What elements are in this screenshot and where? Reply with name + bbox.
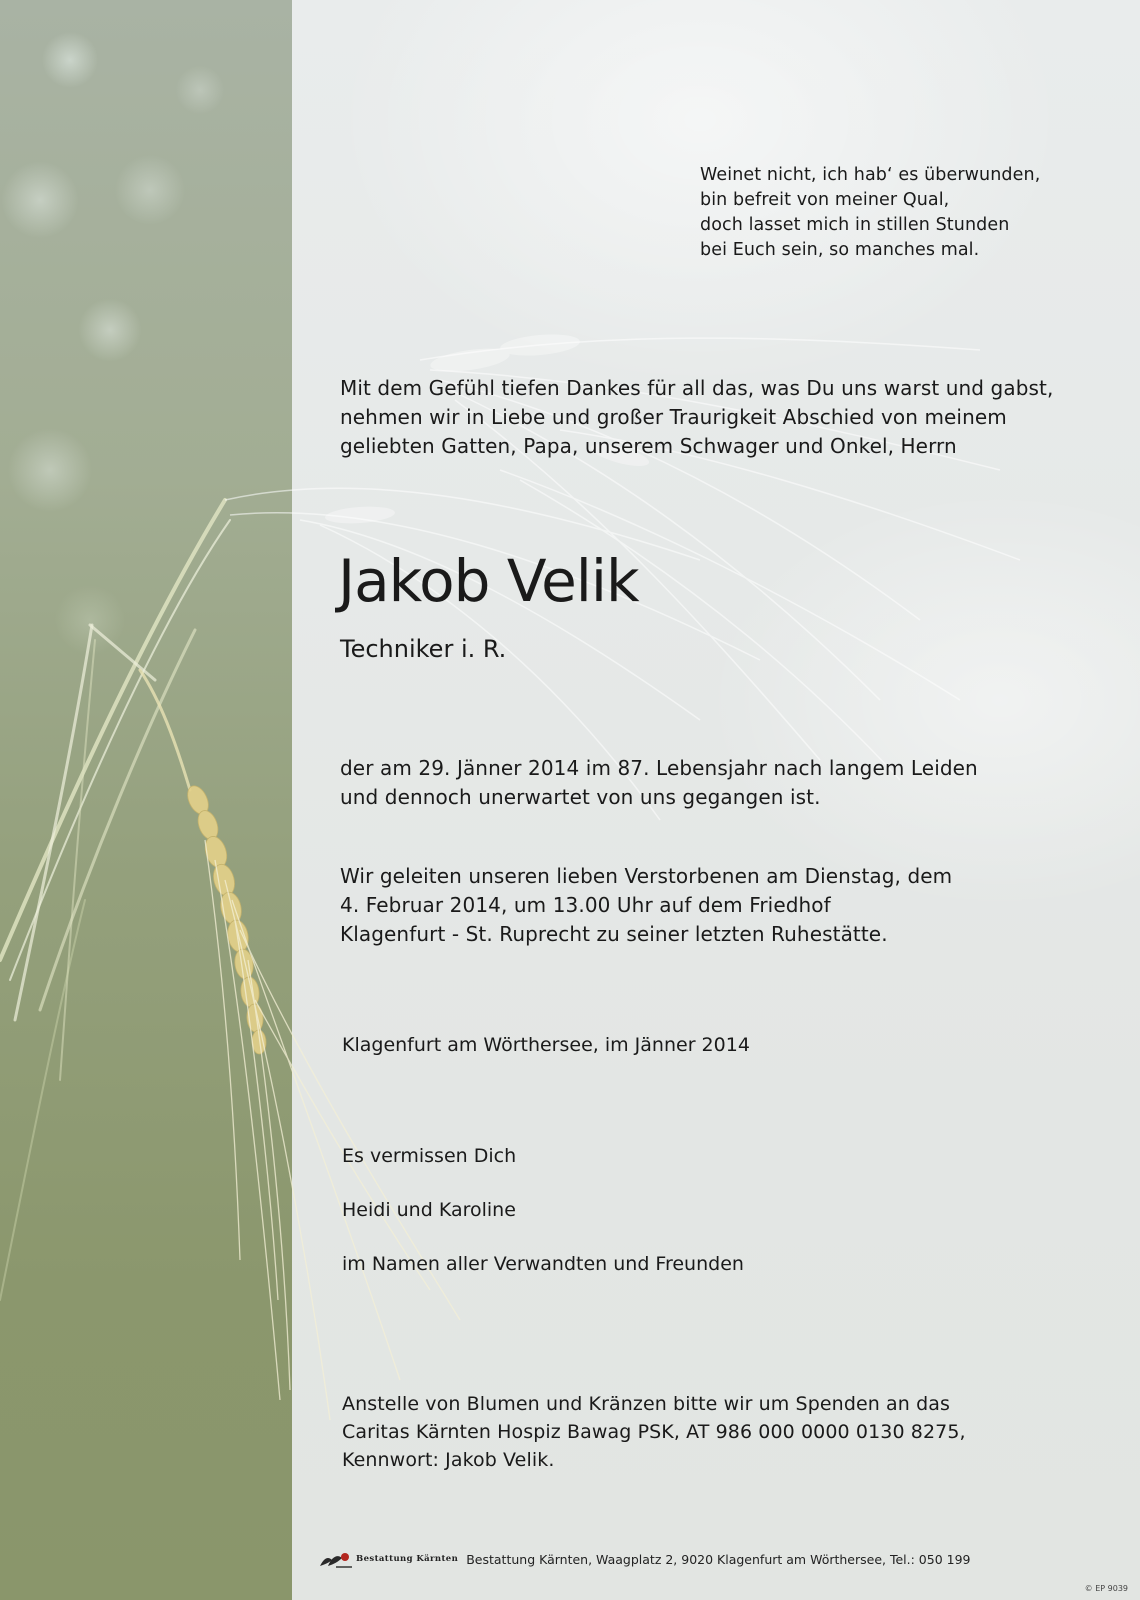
memorial-verse	[700, 163, 1040, 263]
funeral-line: Klagenfurt - St. Ruprecht zu seiner letzten Ruhestätte.	[340, 922, 888, 946]
funeral-line: 4. Februar 2014, um 13.00 Uhr auf dem Friedhof	[340, 893, 831, 917]
deceased-name: Jakob Velik	[338, 547, 639, 615]
verse-line: bin befreit von meiner Qual,	[700, 190, 950, 210]
mourners-intro: Es vermissen Dich	[342, 1145, 517, 1167]
verse-line: Weinet nicht, ich hab‘ es überwunden,	[700, 165, 1041, 185]
donation-line: Caritas Kärnten Hospiz Bawag PSK, AT 986 000 0000 0130 8275,	[342, 1421, 966, 1443]
donation-request	[342, 1390, 966, 1474]
logo-text: Bestattung Kärnten	[356, 1554, 459, 1564]
death-notice	[340, 754, 978, 812]
donation-line: Kennwort: Jakob Velik.	[342, 1449, 555, 1471]
footer-address: Bestattung Kärnten, Waagplatz 2, 9020 Klagenfurt am Wörthersee, Tel.: 050 199	[466, 1551, 971, 1567]
footer	[318, 1546, 971, 1572]
funeral-home-logo-icon	[318, 1548, 354, 1570]
place-and-date: Klagenfurt am Wörthersee, im Jänner 2014	[342, 1034, 750, 1056]
funeral-details	[340, 862, 952, 949]
print-code: © EP 9039	[1084, 1584, 1128, 1593]
funeral-home-logo	[318, 1548, 458, 1570]
bokeh-photo-panel	[0, 0, 292, 1600]
mourners-names: Heidi und Karoline	[342, 1199, 516, 1221]
intro-line: nehmen wir in Liebe und großer Traurigkeit Abschied von meinem	[340, 405, 1007, 429]
deceased-title: Techniker i. R.	[340, 635, 507, 663]
donation-line: Anstelle von Blumen und Kränzen bitte wir um Spenden an das	[342, 1393, 950, 1415]
verse-line: bei Euch sein, so manches mal.	[700, 240, 980, 260]
mourners-behalf: im Namen aller Verwandten und Freunden	[342, 1253, 744, 1275]
funeral-line: Wir geleiten unseren lieben Verstorbenen am Dienstag, dem	[340, 864, 953, 888]
death-notice-line: und dennoch unerwartet von uns gegangen ist.	[340, 785, 821, 809]
verse-line: doch lasset mich in stillen Stunden	[700, 215, 1010, 235]
farewell-intro	[340, 374, 1053, 461]
intro-line: Mit dem Gefühl tiefen Dankes für all das, was Du uns warst und gabst,	[340, 376, 1054, 400]
intro-line: geliebten Gatten, Papa, unserem Schwager und Onkel, Herrn	[340, 434, 957, 458]
death-notice-line: der am 29. Jänner 2014 im 87. Lebensjahr nach langem Leiden	[340, 756, 978, 780]
